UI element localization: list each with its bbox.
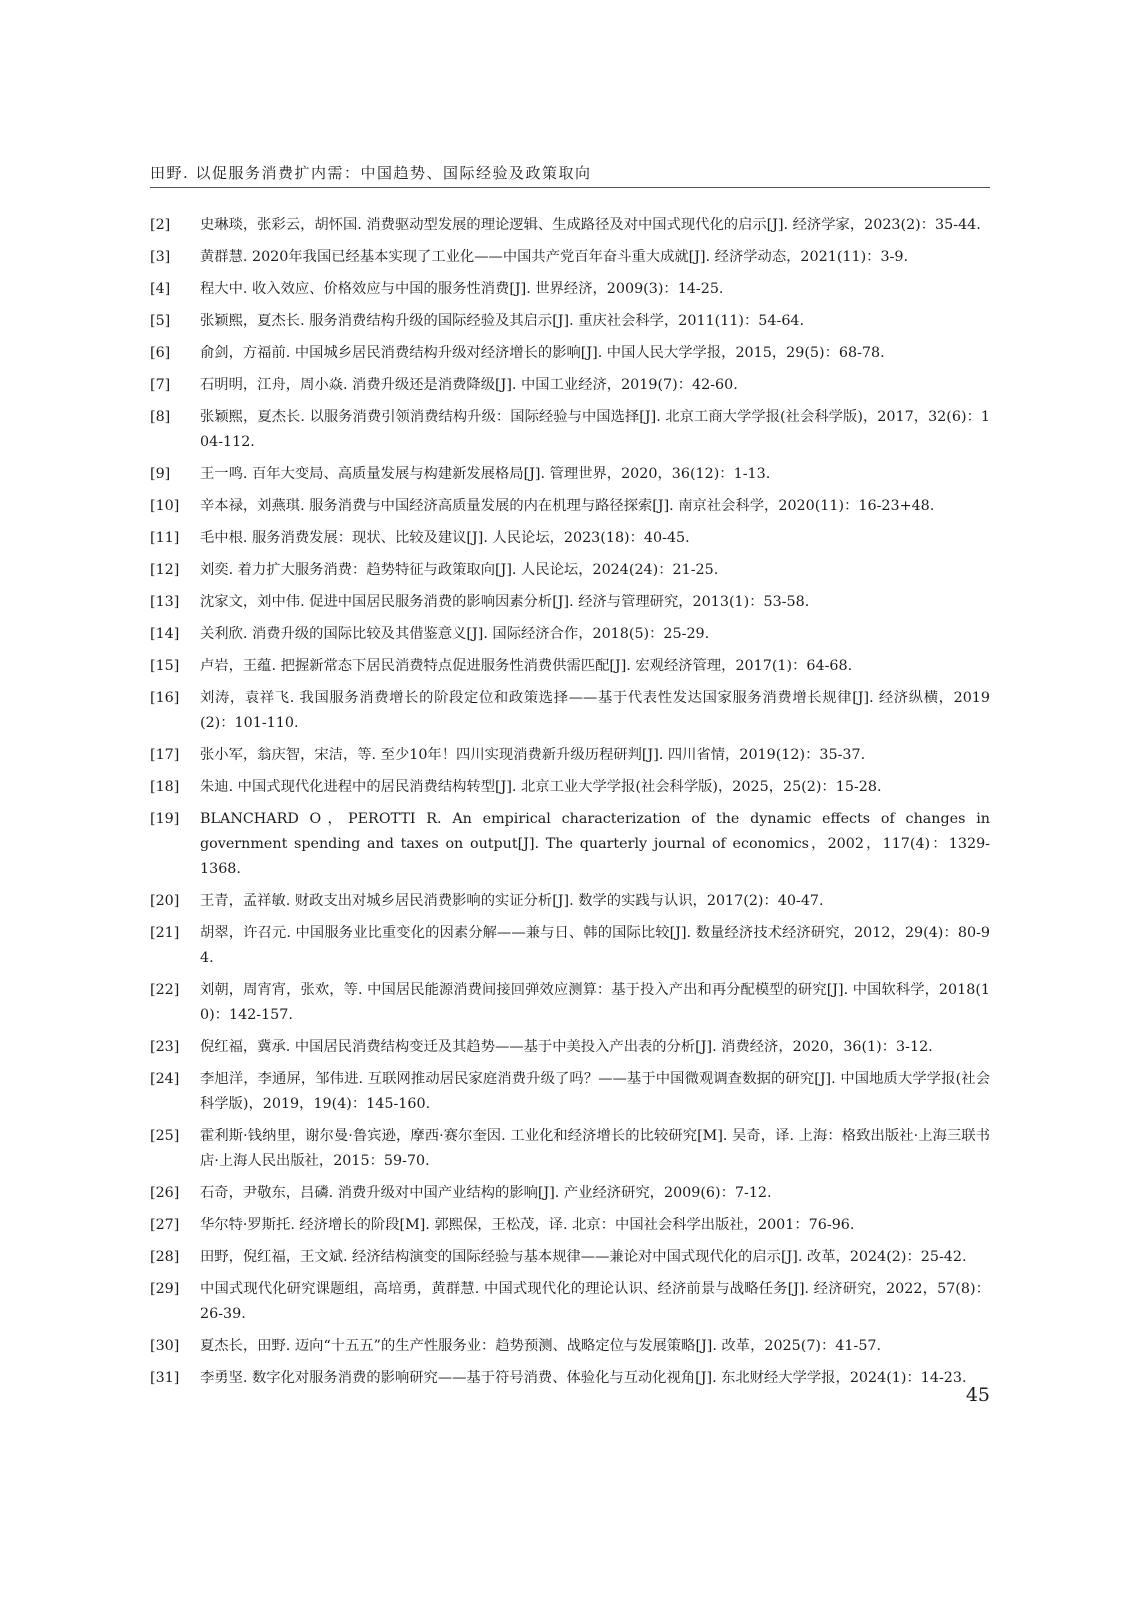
- reference-number: [17]: [150, 747, 180, 763]
- reference-number: [26]: [150, 1185, 180, 1201]
- reference-item: [150, 1181, 990, 1206]
- reference-number: [2]: [150, 217, 171, 233]
- running-header: 田野. 以促服务消费扩内需：中国趋势、国际经验及政策取向: [150, 164, 592, 182]
- reference-text: 田野，倪红福，王文斌. 经济结构演变的国际经验与基本规律——兼论对中国式现代化的启示[J]. 改革，2024(2)：25-42.: [200, 1249, 967, 1265]
- reference-item: [150, 1067, 990, 1117]
- reference-number: [12]: [150, 562, 180, 578]
- reference-number: [25]: [150, 1128, 180, 1144]
- reference-number: [4]: [150, 281, 171, 297]
- reference-text: 黄群慧. 2020年我国已经基本实现了工业化——中国共产党百年奋斗重大成就[J]. 经济学动态，2021(11)：3-9.: [200, 249, 909, 265]
- reference-number: [6]: [150, 345, 171, 361]
- reference-number: [22]: [150, 982, 180, 998]
- reference-text: 关利欣. 消费升级的国际比较及其借鉴意义[J]. 国际经济合作，2018(5)：25-29.: [200, 626, 710, 642]
- reference-text: 王青，孟祥敏. 财政支出对城乡居民消费影响的实证分析[J]. 数学的实践与认识，2017(2)：40-47.: [200, 893, 824, 909]
- reference-text: 俞剑，方福前. 中国城乡居民消费结构升级对经济增长的影响[J]. 中国人民大学学报，2015，29(5)：68-78.: [200, 345, 885, 361]
- reference-item: [150, 277, 990, 302]
- reference-number: [24]: [150, 1071, 180, 1087]
- reference-number: [31]: [150, 1370, 180, 1386]
- reference-number: [16]: [150, 690, 180, 706]
- reference-number: [14]: [150, 626, 180, 642]
- reference-text: 辛本禄，刘燕琪. 服务消费与中国经济高质量发展的内在机理与路径探索[J]. 南京社会科学，2020(11)：16-23+48.: [200, 498, 935, 514]
- reference-number: [5]: [150, 313, 171, 329]
- reference-item: [150, 494, 990, 519]
- reference-text: 史琳琰，张彩云，胡怀国. 消费驱动型发展的理论逻辑、生成路径及对中国式现代化的启示[J]. 经济学家，2023(2)：35-44.: [200, 217, 981, 233]
- reference-item: [150, 978, 990, 1028]
- reference-number: [19]: [150, 811, 180, 827]
- reference-text: 胡翠，许召元. 中国服务业比重变化的因素分解——兼与日、韩的国际比较[J]. 数量经济技术经济研究，2012，29(4)：80-94.: [200, 925, 990, 966]
- reference-text: 霍利斯·钱纳里，谢尔曼·鲁宾逊，摩西·赛尔奎因. 工业化和经济增长的比较研究[M]. 吴奇，译. 上海：格致出版社·上海三联书店·上海人民出版社，2015：59-70.: [200, 1128, 990, 1169]
- reference-number: [7]: [150, 377, 171, 393]
- reference-item: [150, 1366, 990, 1391]
- reference-item: [150, 921, 990, 971]
- reference-text: 倪红福，冀承. 中国居民消费结构变迁及其趋势——基于中美投入产出表的分析[J]. 消费经济，2020，36(1)：3-12.: [200, 1039, 933, 1055]
- reference-number: [3]: [150, 249, 171, 265]
- reference-text: BLANCHARD O，PEROTTI R. An empirical characterization of the dynamic effects of changes in government spending and taxes on output[J]. The quarterly journal of economics，2002，117(4)：1329-1368.: [200, 811, 990, 877]
- reference-item: [150, 743, 990, 768]
- reference-item: [150, 1334, 990, 1359]
- reference-text: 刘涛，袁祥飞. 我国服务消费增长的阶段定位和政策选择——基于代表性发达国家服务消费增长规律[J]. 经济纵横，2019(2)：101-110.: [200, 690, 990, 731]
- reference-item: [150, 341, 990, 366]
- reference-text: 石明明，江舟，周小焱. 消费升级还是消费降级[J]. 中国工业经济，2019(7)：42-60.: [200, 377, 738, 393]
- reference-item: [150, 654, 990, 679]
- reference-text: 毛中根. 服务消费发展：现状、比较及建议[J]. 人民论坛，2023(18)：40-45.: [200, 530, 690, 546]
- reference-number: [20]: [150, 893, 180, 909]
- reference-number: [9]: [150, 466, 171, 482]
- reference-item: [150, 1213, 990, 1238]
- reference-item: [150, 245, 990, 270]
- reference-list: [150, 213, 990, 1398]
- reference-item: [150, 1035, 990, 1060]
- reference-text: 张颖熙，夏杰长. 服务消费结构升级的国际经验及其启示[J]. 重庆社会科学，2011(11)：54-64.: [200, 313, 805, 329]
- reference-text: 张颖熙，夏杰长. 以服务消费引领消费结构升级：国际经验与中国选择[J]. 北京工商大学学报(社会科学版)，2017，32(6)：104-112.: [200, 409, 990, 450]
- header-rule: [150, 187, 990, 188]
- reference-text: 李旭洋，李通屏，邹伟进. 互联网推动居民家庭消费升级了吗？——基于中国微观调查数据的研究[J]. 中国地质大学学报(社会科学版)，2019，19(4)：145-160.: [200, 1071, 990, 1112]
- reference-item: [150, 526, 990, 551]
- reference-text: 李勇坚. 数字化对服务消费的影响研究——基于符号消费、体验化与互动化视角[J]. 东北财经大学学报，2024(1)：14-23.: [200, 1370, 967, 1386]
- reference-item: [150, 889, 990, 914]
- reference-item: [150, 775, 990, 800]
- reference-item: [150, 558, 990, 583]
- reference-text: 夏杰长，田野. 迈向“十五五”的生产性服务业：趋势预测、战略定位与发展策略[J]. 改革，2025(7)：41-57.: [200, 1338, 882, 1354]
- reference-item: [150, 373, 990, 398]
- reference-number: [18]: [150, 779, 180, 795]
- reference-text: 程大中. 收入效应、价格效应与中国的服务性消费[J]. 世界经济，2009(3)：14-25.: [200, 281, 724, 297]
- reference-item: [150, 686, 990, 736]
- reference-text: 卢岩，王蕴. 把握新常态下居民消费特点促进服务性消费供需匹配[J]. 宏观经济管理，2017(1)：64-68.: [200, 658, 853, 674]
- reference-item: [150, 1124, 990, 1174]
- reference-text: 朱迪. 中国式现代化进程中的居民消费结构转型[J]. 北京工业大学学报(社会科学版)，2025，25(2)：15-28.: [200, 779, 882, 795]
- reference-number: [30]: [150, 1338, 180, 1354]
- reference-item: [150, 1277, 990, 1327]
- reference-number: [28]: [150, 1249, 180, 1265]
- reference-item: [150, 590, 990, 615]
- reference-text: 刘奕. 着力扩大服务消费：趋势特征与政策取向[J]. 人民论坛，2024(24)：21-25.: [200, 562, 719, 578]
- reference-number: [29]: [150, 1281, 180, 1297]
- reference-text: 张小军，翁庆智，宋洁，等. 至少10年！四川实现消费新升级历程研判[J]. 四川省情，2019(12)：35-37.: [200, 747, 866, 763]
- reference-text: 中国式现代化研究课题组，高培勇，黄群慧. 中国式现代化的理论认识、经济前景与战略任务[J]. 经济研究，2022，57(8)：26-39.: [200, 1281, 990, 1322]
- reference-text: 石奇，尹敬东，吕磷. 消费升级对中国产业结构的影响[J]. 产业经济研究，2009(6)：7-12.: [200, 1185, 772, 1201]
- reference-item: [150, 1245, 990, 1270]
- reference-item: [150, 213, 990, 238]
- reference-number: [15]: [150, 658, 180, 674]
- reference-number: [13]: [150, 594, 180, 610]
- page-number: 45: [965, 1384, 990, 1406]
- reference-item: [150, 622, 990, 647]
- reference-number: [11]: [150, 530, 180, 546]
- reference-item: [150, 405, 990, 455]
- reference-number: [23]: [150, 1039, 180, 1055]
- reference-item: [150, 807, 990, 882]
- reference-text: 华尔特·罗斯托. 经济增长的阶段[M]. 郭熙保，王松茂，译. 北京：中国社会科学出版社，2001：76-96.: [200, 1217, 855, 1233]
- reference-item: [150, 309, 990, 334]
- reference-number: [8]: [150, 409, 171, 425]
- reference-item: [150, 462, 990, 487]
- reference-number: [21]: [150, 925, 180, 941]
- reference-text: 王一鸣. 百年大变局、高质量发展与构建新发展格局[J]. 管理世界，2020，36(12)：1-13.: [200, 466, 771, 482]
- reference-number: [27]: [150, 1217, 180, 1233]
- reference-text: 刘朝，周宵宵，张欢，等. 中国居民能源消费间接回弹效应测算：基于投入产出和再分配模型的研究[J]. 中国软科学，2018(10)：142-157.: [200, 982, 990, 1023]
- reference-text: 沈家文，刘中伟. 促进中国居民服务消费的影响因素分析[J]. 经济与管理研究，2013(1)：53-58.: [200, 594, 810, 610]
- reference-number: [10]: [150, 498, 180, 514]
